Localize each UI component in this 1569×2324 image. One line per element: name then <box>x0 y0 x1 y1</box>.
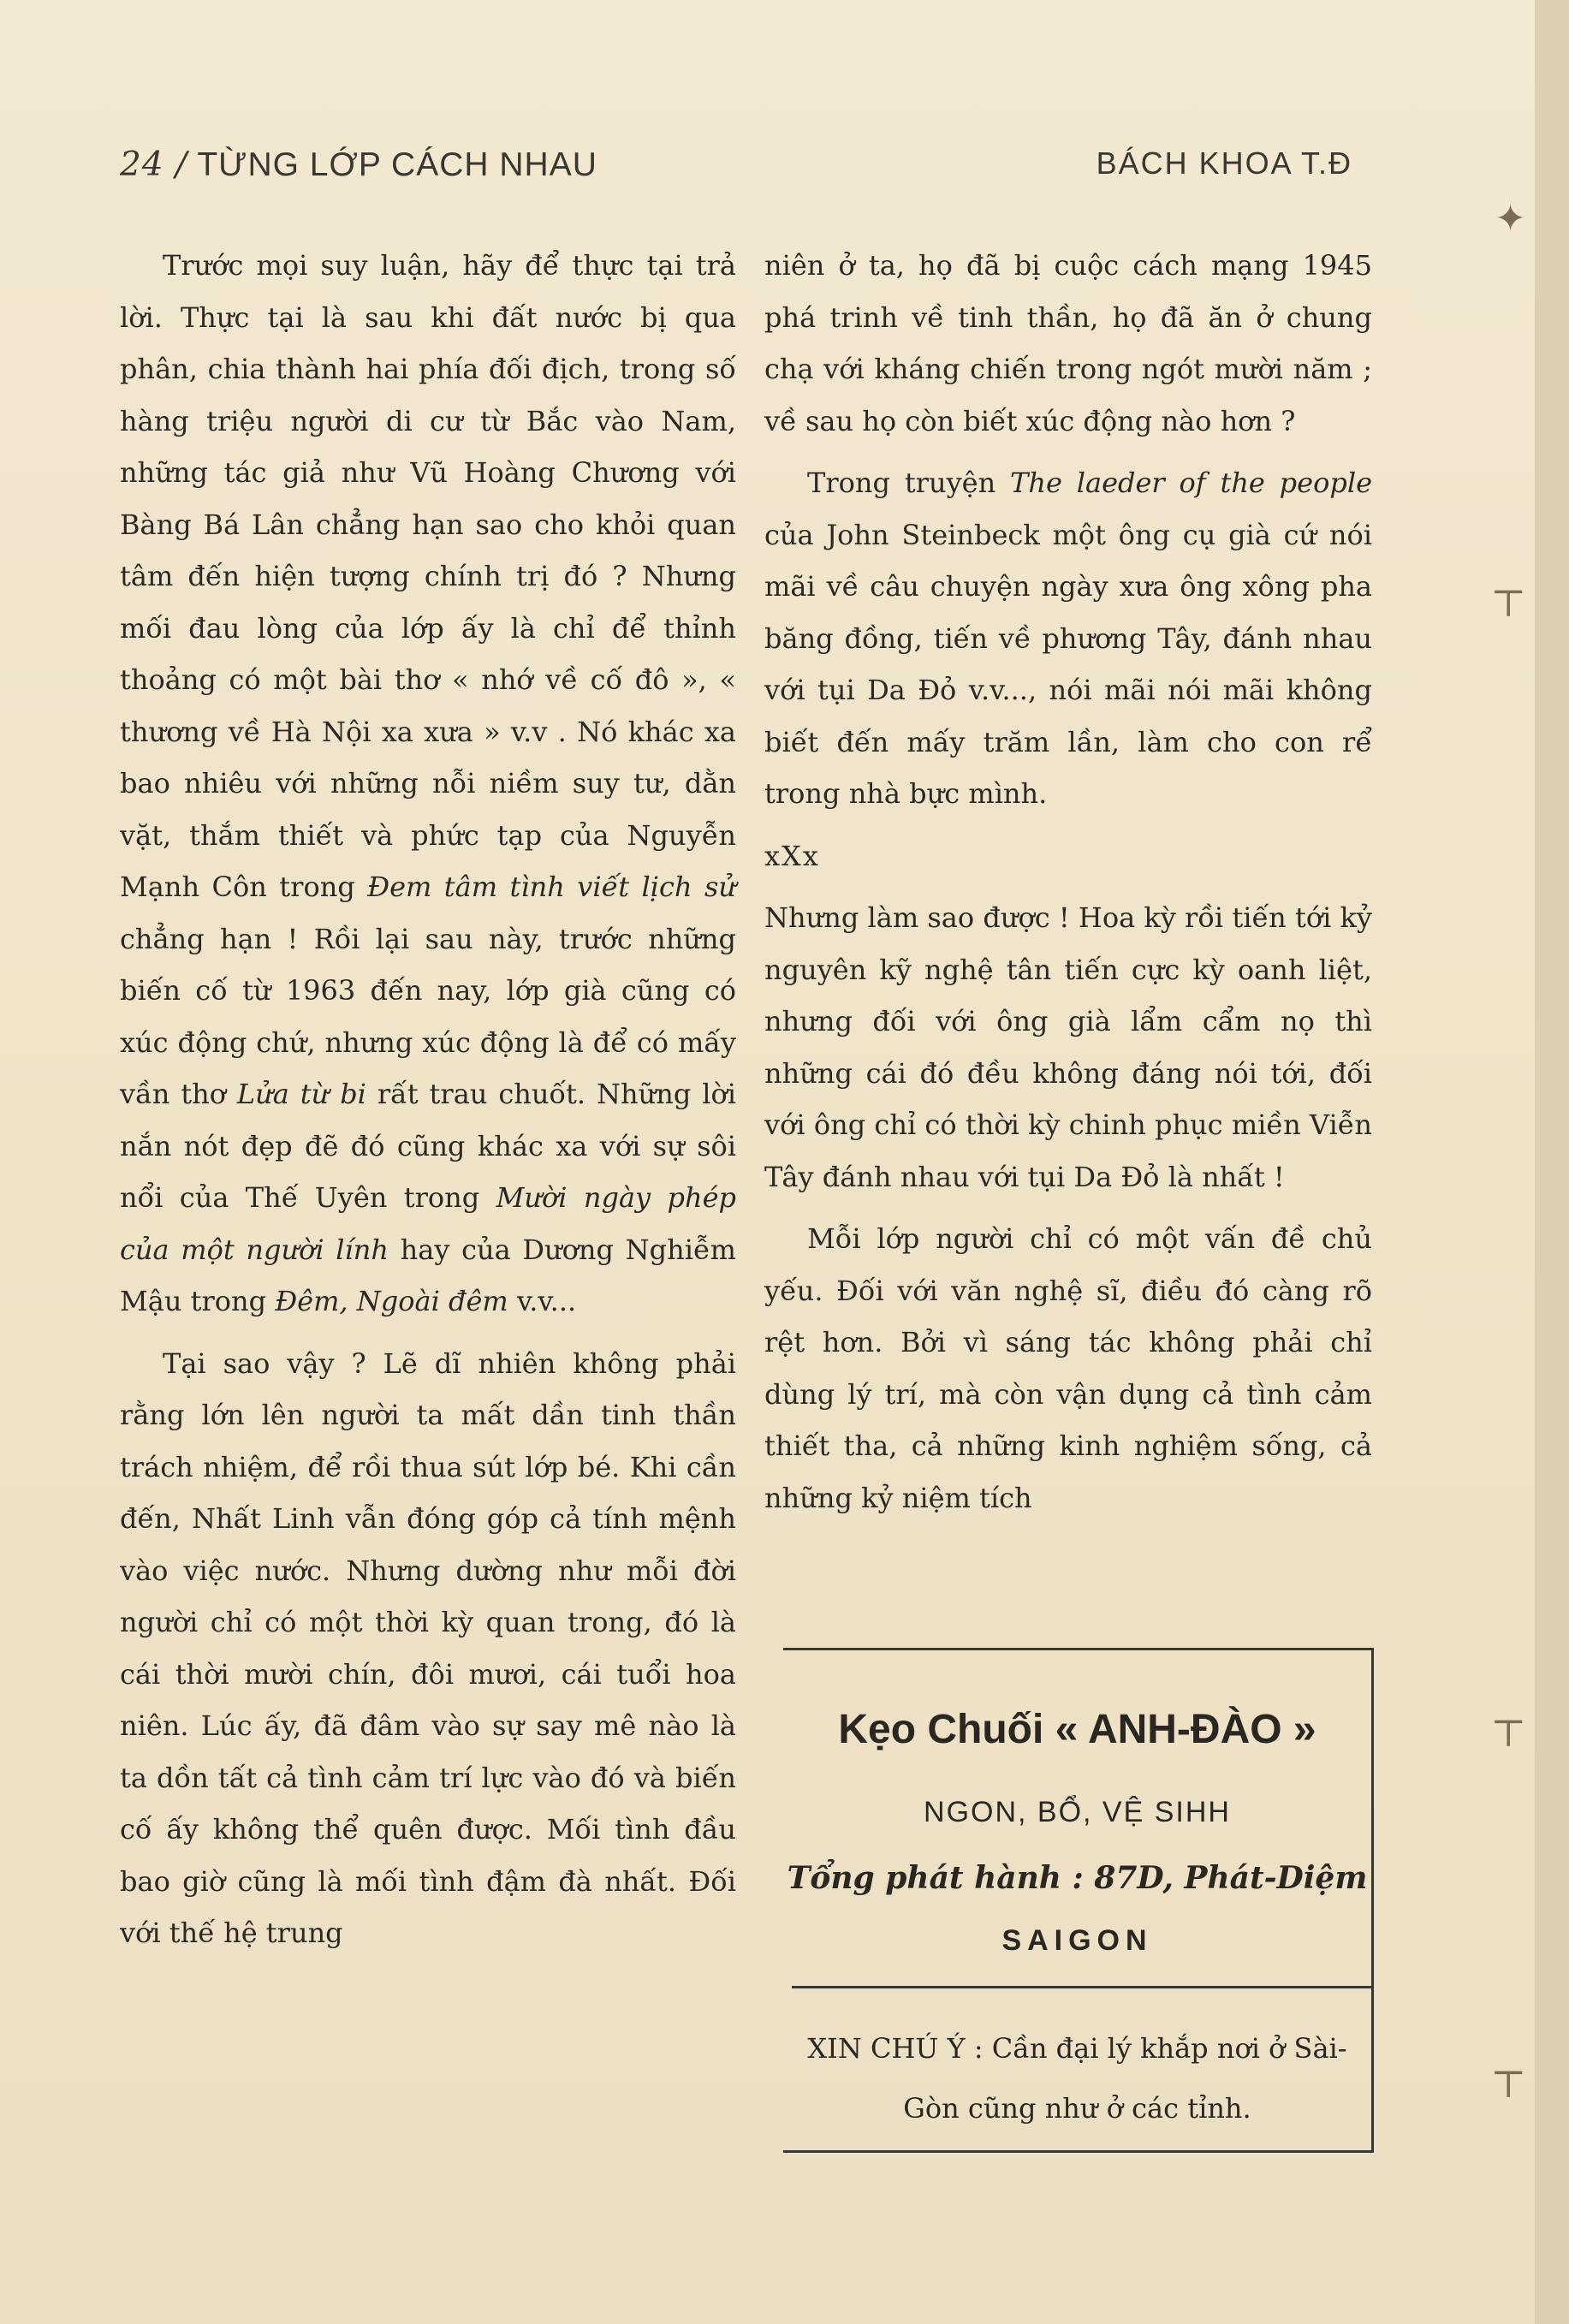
ad-address: Tổng phát hành : 87D, Phát-Diệm <box>787 1860 1368 1896</box>
paragraph: Nhưng làm sao được ! Hoa kỳ rồi tiến tới kỷ nguyên kỹ nghệ tân tiến cực kỳ oanh liệt, nhưng đối với ông già lẩm cẩm nọ thì những cái đó đều không đáng nói tới, đối với ông chỉ có thời kỳ chinh phục miền Viễn Tây đánh nhau với tụi Da Đỏ là nhất ! <box>764 901 1372 1193</box>
page-header <box>120 146 1352 205</box>
paragraph: Mỗi lớp người chỉ có một vấn đề chủ yếu. Đối với văn nghệ sĩ, điều đó càng rõ rệt hơn. Bởi vì sáng tác không phải chỉ dùng lý trí, mà còn vận dụng cả tình cảm thiết tha, cả những kinh nghiệm sống, cả những kỷ niệm tích <box>764 1222 1372 1514</box>
left-column <box>120 240 736 1970</box>
book-title: Đêm, Ngoài đêm <box>275 1285 508 1317</box>
text-run: hay của Dương Nghiễm Mậu trong <box>120 1233 737 1317</box>
section-title: TỪNG LỚP CÁCH NHAU <box>197 146 597 183</box>
ad-city: SAIGON <box>1001 1924 1153 1957</box>
ad-brand-prefix: Kẹo Chuối « <box>838 1707 1079 1752</box>
paragraph <box>120 240 736 1328</box>
margin-mark: ✦ <box>1495 197 1526 241</box>
ad-brand-name: ANH-ĐÀO <box>1087 1707 1282 1752</box>
text-run: Trong truyện <box>807 467 996 499</box>
text-run: của John Steinbeck một ông cụ già cứ nói mãi về câu chuyện ngày xưa ông xông pha băng đồng, tiến về phương Tây, đánh nhau với tụi Da Đỏ v.v..., nói mãi nói mãi không biết đến mấy trăm lần, làm cho con rể trong nhà bực mình. <box>764 518 1372 810</box>
publication-name: BÁCH KHOA T.Đ <box>1096 146 1352 181</box>
ad-brand-suffix: » <box>1293 1707 1316 1752</box>
paragraph: Tại sao vậy ? Lẽ dĩ nhiên không phải rằng lớn lên người ta mất dần tinh thần trách nhiệm, để rồi thua sút lớp bé. Khi cần đến, Nhất Linh vẫn đóng góp cả tính mệnh vào việc nước. Nhưng dường như mỗi đời người chỉ có một thời kỳ quan trong, đó là cái thời mười chín, đôi mươi, cái tuổi hoa niên. Lúc ấy, đã đâm vào sự say mê nào là ta dồn tất cả tình cảm trí lực vào đó và biến cố ấy không thể quên được. Mối tình đầu bao giờ cũng là mối tình đậm đà nhất. Đối với thế hệ trung <box>120 1346 736 1949</box>
ad-brand <box>783 1706 1371 1753</box>
text-run: rất trau chuốt. Những lời nắn nót đẹp đẽ đó cũng khác xa với sự sôi nổi của Thế Uyên trong <box>120 1078 736 1214</box>
text-run: v.v... <box>516 1285 577 1317</box>
page-edge-shadow <box>1535 0 1569 2324</box>
paragraph: niên ở ta, họ đã bị cuộc cách mạng 1945 phá trinh về tinh thần, họ đã ăn ở chung chạ với kháng chiến trong ngót mười năm ; về sau họ còn biết xúc động nào hơn ? <box>764 249 1372 437</box>
advertisement-box <box>783 1648 1374 2153</box>
paragraph <box>764 457 1372 820</box>
margin-mark: ⊤ <box>1490 2063 1526 2107</box>
ad-note: XIN CHÚ Ý : Cần đại lý khắp nơi ở Sài-Gòn cũng như ở các tỉnh. <box>807 2032 1347 2125</box>
text-run: chẳng hạn ! Rồi lại sau này, trước những biến cố từ 1963 đến nay, lớp già cũng có xúc động chứ, nhưng xúc động là để có mấy vần thơ <box>120 922 736 1110</box>
book-title: Mười ngày phép của một người lính <box>120 1181 737 1266</box>
running-head-left <box>120 146 597 184</box>
margin-mark: ⊤ <box>1490 1712 1526 1756</box>
book-title: The laeder of the people <box>1010 467 1373 499</box>
book-title: Đem tâm tình viết lịch sử <box>367 871 737 903</box>
margin-mark: ⊤ <box>1490 582 1526 626</box>
section-separator: xXx <box>764 839 820 872</box>
right-column <box>764 240 1372 1534</box>
text-run: Trước mọi suy luận, hãy để thực tại trả lời. Thực tại là sau khi đất nước bị qua phân, chia thành hai phía đối địch, trong số hàng triệu người di cư từ Bắc vào Nam, những tác giả như Vũ Hoàng Chương với Bàng Bá Lân chẳng hạn sao cho khỏi quan tâm đến hiện tượng chính trị đó ? Nhưng mối đau lòng của lớp ấy là chỉ để thỉnh thoảng có một bài thơ « nhớ về cố đô », « thương về Hà Nội xa xưa » v.v . Nó khác xa bao nhiêu với những nỗi niềm suy tư, dằn vặt, thắm thiết và phức tạp của Nguyễn Mạnh Côn trong <box>120 249 736 903</box>
ad-divider <box>792 1986 1371 1988</box>
book-title: Lửa từ bi <box>236 1078 366 1110</box>
page-number: 24 / <box>120 146 188 184</box>
ad-tagline: NGON, BỔ, VỆ SIHH <box>924 1796 1231 1828</box>
